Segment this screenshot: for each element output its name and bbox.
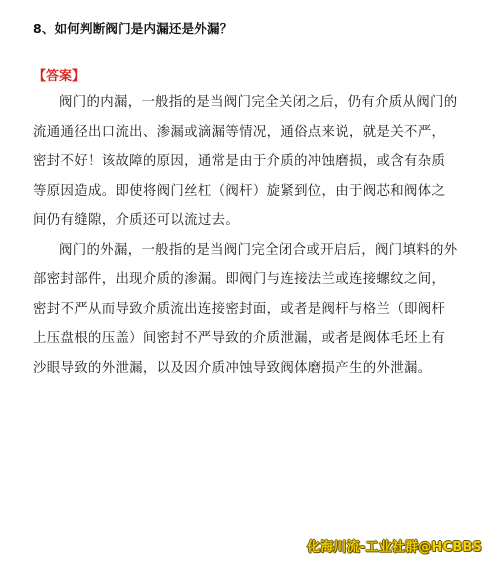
paragraph-line: 部密封部件，出现介质的渗漏。即阀门与连接法兰或连接螺纹之间， [33, 272, 446, 287]
answer-label: 【答案】 [33, 69, 86, 84]
question-heading: 8、如何判断阀门是内漏还是外漏？ [33, 21, 233, 36]
paragraph-line: 上压盘根的压盖）间密封不严导致的介质泄漏，或者是阀体毛坯上有 [33, 331, 446, 346]
paragraph-line: 阀门的外漏，一般指的是当阀门完全闭合或开启后，阀门填料的外 [59, 242, 458, 258]
paragraph-line: 阀门的内漏，一般指的是当阀门完全关闭之后，仍有介质从阀门的 [59, 95, 458, 110]
watermark: 化海川流-工业社群@HCBBS [307, 540, 482, 555]
paragraph-line: 密封不严从而导致介质流出连接密封面，或者是阀杆与格兰（即阀杆 [33, 301, 446, 317]
paragraph-line: 等原因造成。即使将阀门丝杠（阀杆）旋紧到位，由于阀芯和阀体之 [33, 183, 446, 199]
answer-body [33, 88, 463, 383]
paragraph-external-leak [33, 236, 463, 384]
paragraph-line: 沙眼导致的外泄漏，以及因介质冲蚀导致阀体磨损产生的外泄漏。 [33, 360, 432, 376]
paragraph-internal-leak [33, 88, 463, 236]
paragraph-line: 间仍有缝隙，介质还可以流过去。 [33, 213, 240, 228]
paragraph-line: 流通通径出口流出、渗漏或滴漏等情况，通俗点来说，就是关不严， [33, 124, 446, 140]
paragraph-line: 密封不好！该故障的原因，通常是由于介质的冲蚀磨损，或含有杂质 [33, 154, 446, 169]
